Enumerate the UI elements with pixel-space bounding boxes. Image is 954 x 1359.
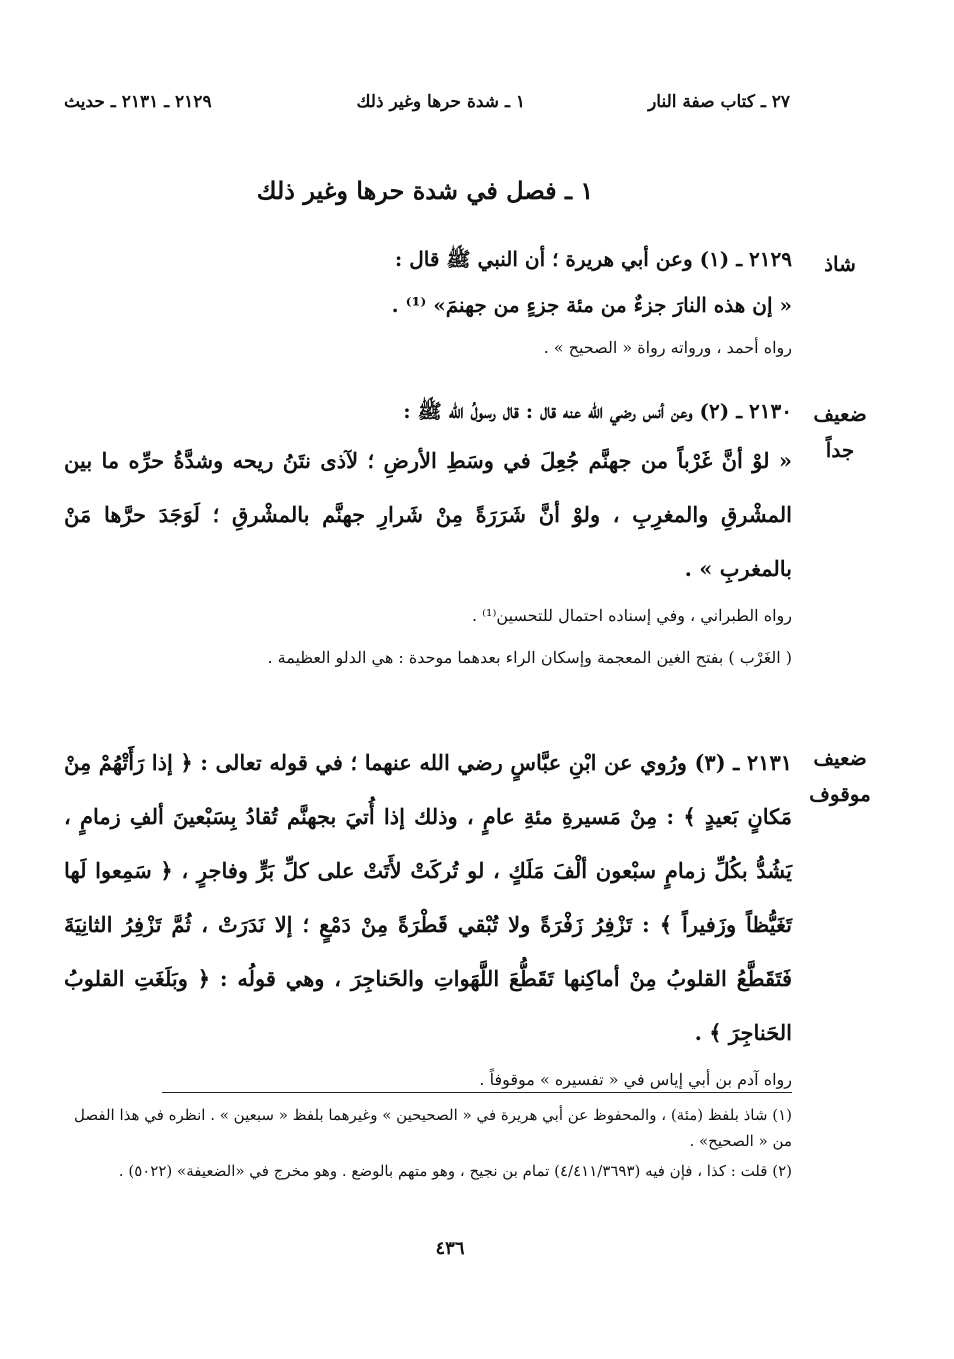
hadith-source: رواه أحمد ، ورواته رواة « الصحيح » . [543,338,792,357]
grade-text: جداً [825,438,855,462]
grade-text: ضعيف [813,746,867,770]
hadith-2130 [64,388,792,680]
grade-text: شاذ [824,252,856,276]
page-number: ٤٣٦ [435,1238,465,1259]
section-title: ١ ـ فصل في شدة حرها وغير ذلك [256,176,594,205]
running-header [64,92,790,120]
hadith-2129 [64,236,792,368]
grade-label [802,246,878,282]
hadith-text: ٢١٣١ ـ (٣) ورُوي عن ابْنِ عبَّاسٍ رضي الله عنهما ؛ في قوله تعالى : ﴿ إذا رَأَتْهُمْ مِنْ مَكانٍ بَعيدٍ ﴾ : مِنْ مَسيرةِ مئةِ عامٍ ، وذلك إذا أُتيَ بجهنَّم تُقادُ بِسَبْعينَ ألفِ زمامٍ ، يَشُدُّ بكُلِّ زمامٍ سبْعون ألْفَ مَلَكٍ ، لو تُركَتْ لأَتَتْ على كلِّ بَرٍّ وفاجرٍ ، ﴿ سَمِعوا لَها تَغَيُّظاً وزَفيراً ﴾ : تَزْفِرُ زَفْرَةً ولا تُبْقي قَطْرَةً مِنْ دَمْعٍ ؛ إلا نَدَرَتْ ، ثُمَّ تَزْفِرُ الثانِيَةَ فَتَقَطَّعُ القلوبُ مِنْ أماكِنها تَقَطُّعَ اللَّهَواتِ والحَناجِرَ ، وهي قولُه : ﴿ وبَلَغَتِ القلوبُ الحَناجِرَ ﴾ . [64,750,793,1045]
grade-label [802,396,878,468]
hadith-text: « إن هذه النارَ جزءٌ من مئة جزءٍ من جهنمَ» ⁽¹⁾ . [391,293,792,317]
hadith-text: « لوْ أنَّ غَرْباً من جهنَّم جُعِلَ في وسَطِ الأرضِ ؛ لآذى نتَنُ ريحه وشدَّةُ حرِّه ما بين المشْرقِ والمغرِبِ ، ولوْ أنَّ شَرَرَةً مِنْ شَرارِ جهنَّم بالمشْرقِ ؛ لَوَجَدَ حرَّها مَنْ بالمغربِ » . [64,448,792,581]
grade-label [802,740,878,812]
section-header: ١ ـ شدة حرها وغير ذلك [356,92,525,112]
grade-text: ضعيف [813,402,867,426]
grade-text: موقوف [809,782,871,806]
hadith-range-header: ٢١٢٩ ـ ٢١٣١ ـ حديث [64,92,212,112]
footnotes [64,1102,792,1188]
footnote: (٢) قلت : كذا ، فإن فيه (٤/٤١١/٣٦٩٣) تمام بن نجيح ، وهو متهم بالوضع . وهو مخرج في «الضعيفة» (٥٠٢٢) . [118,1162,792,1180]
hadith-source: رواه آدم بن أبي إياس في « تفسيره » موقوفاً . [479,1070,792,1089]
footnote: (١) شاذ بلفظ (مئة) ، والمحفوظ عن أبي هريرة في « الصحيحين » وغيرهما بلفظ « سبعين » . انظره في هذا الفصل من « الصحيح» . [74,1106,792,1150]
hadith-lead: ٢١٢٩ ـ (١) وعن أبي هريرة ؛ أن النبي ﷺ قال : [394,247,792,271]
footnote-divider [162,1092,792,1093]
word-explanation: ( الغَرْب ) بفتح الغين المعجمة وإسكان الراء بعدهما موحدة : هي الدلو العظيمة . [267,648,792,667]
hadith-lead: ٢١٣٠ ـ (٢) وعن أنس رضي الله عنه قال : قال رسولُ الله ﷺ : [403,399,792,423]
chapter-header: ٢٧ ـ كتاب صفة النار [648,92,790,112]
hadith-source: رواه الطبراني ، وفي إسناده احتمال للتحسين⁽¹⁾ . [471,606,792,625]
hadith-2131 [64,736,792,1100]
